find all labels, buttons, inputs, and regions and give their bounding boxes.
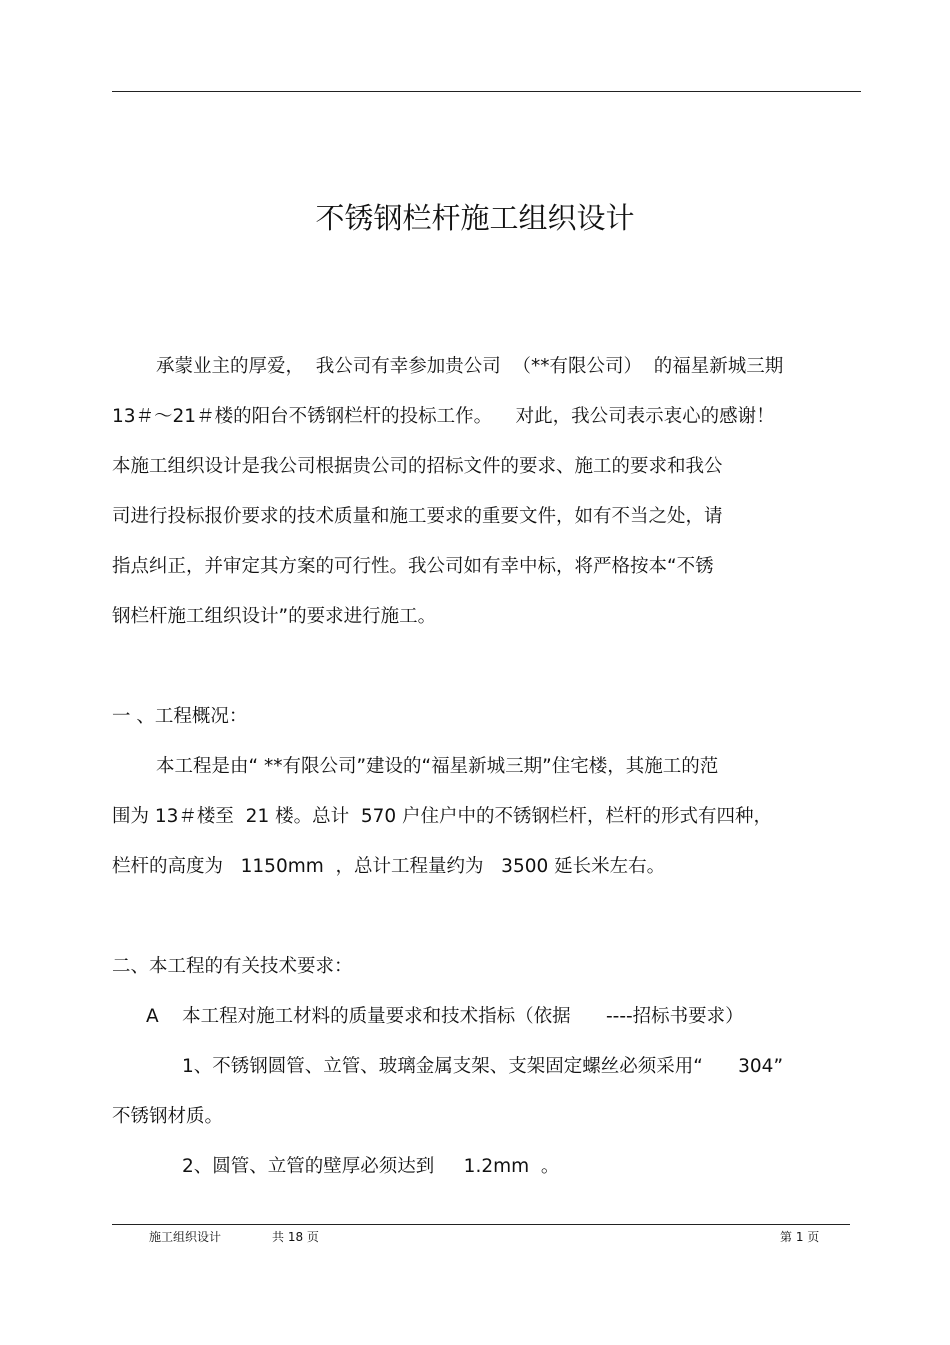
intro-line-4: 司进行投标报价要求的技术质量和施工要求的重要文件，如有不当之处，请 bbox=[112, 506, 723, 527]
section2-heading: 二、本工程的有关技术要求： bbox=[112, 956, 353, 977]
footer-page-number: 第 1 页 bbox=[780, 1230, 820, 1244]
section2-subheading: A 本工程对施工材料的质量要求和技术指标（依据 ----招标书要求） bbox=[146, 1006, 744, 1027]
intro-line-6: 钢栏杆施工组织设计”的要求进行施工。 bbox=[112, 606, 437, 627]
footer-doc-name: 施工组织设计 bbox=[149, 1230, 222, 1244]
footer-total-pages: 共 18 页 bbox=[272, 1230, 319, 1244]
intro-line-1: 承蒙业主的厚爱， 我公司有幸参加贵公司 （**有限公司） 的福星新城三期 bbox=[156, 356, 784, 377]
intro-line-3: 本施工组织设计是我公司根据贵公司的招标文件的要求、施工的要求和我公 bbox=[112, 456, 723, 477]
section2-item1-line2: 不锈钢材质。 bbox=[112, 1106, 224, 1127]
section1-line-1: 本工程是由“ **有限公司”建设的“福星新城三期”住宅楼，其施工的范 bbox=[156, 756, 719, 777]
document-title: 不锈钢栏杆施工组织设计 bbox=[315, 201, 635, 235]
section2-item1-line1: 1、不锈钢圆管、立管、玻璃金属支架、支架固定螺丝必须采用“ 304” bbox=[182, 1056, 784, 1077]
section1-line-3: 栏杆的高度为 1150mm ，总计工程量约为 3500 延长米左右。 bbox=[112, 856, 666, 877]
section1-heading: 一 、工程概况： bbox=[112, 706, 248, 727]
header-rule bbox=[112, 91, 861, 92]
footer-rule bbox=[112, 1224, 850, 1225]
intro-line-5: 指点纠正，并审定其方案的可行性。我公司如有幸中标，将严格按本“不锈 bbox=[112, 556, 714, 577]
section2-item2: 2、圆管、立管的壁厚必须达到 1.2mm 。 bbox=[182, 1156, 560, 1177]
intro-line-2: 13＃～21＃楼的阳台不锈钢栏杆的投标工作。 对此，我公司表示衷心的感谢！ bbox=[112, 406, 775, 427]
section1-line-2: 围为 13＃楼至 21 楼。总计 570 户住户中的不锈钢栏杆，栏杆的形式有四种， bbox=[112, 806, 773, 827]
